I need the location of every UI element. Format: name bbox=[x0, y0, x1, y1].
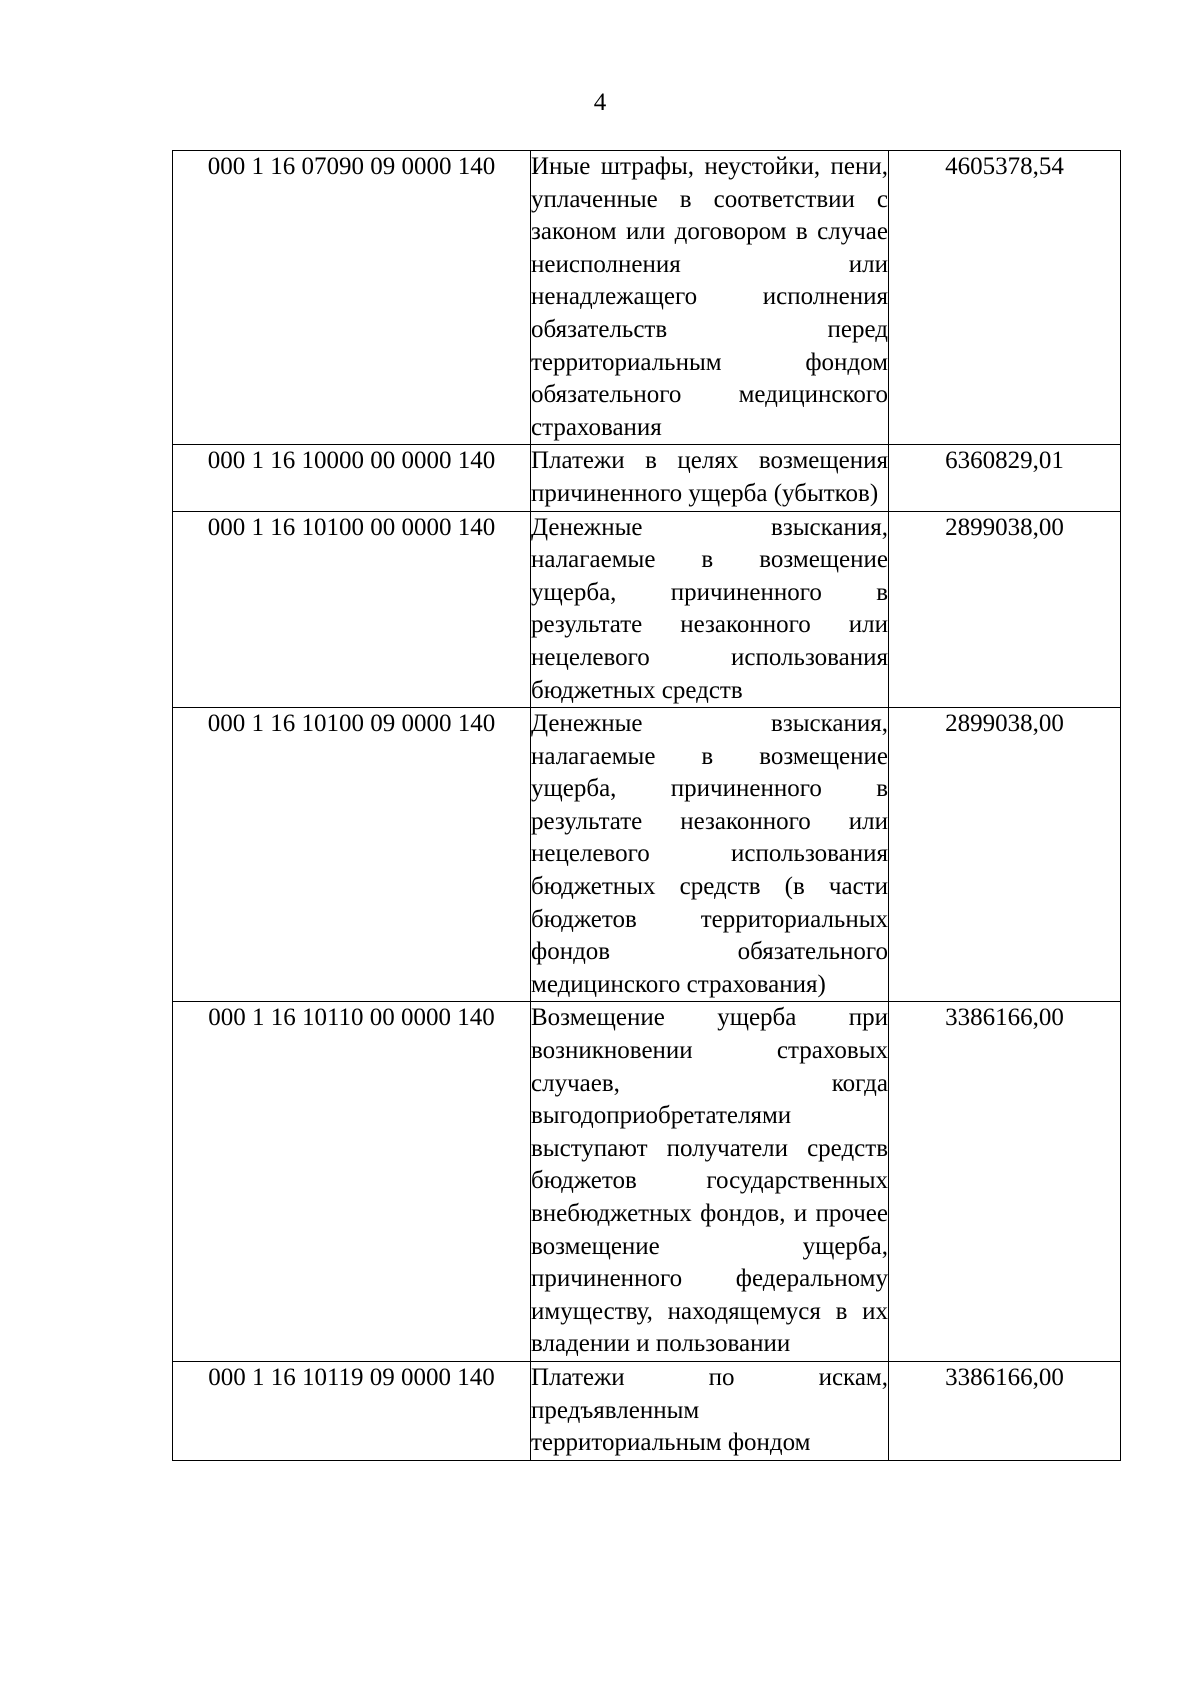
row-description: Платежи по искам, предъявленным территориальным фондом bbox=[531, 1363, 888, 1457]
revenue-table bbox=[172, 150, 1121, 1461]
row-code: 000 1 16 10110 00 0000 140 bbox=[173, 1002, 531, 1362]
row-amount: 3386166,00 bbox=[889, 1002, 1121, 1362]
row-description: Платежи в целях возмещения причиненного ущерба (убытков) bbox=[531, 445, 889, 511]
row-code: 000 1 16 07090 09 0000 140 bbox=[173, 151, 531, 445]
row-code: 000 1 16 10100 09 0000 140 bbox=[173, 708, 531, 1002]
table-row bbox=[173, 511, 1121, 708]
table-row bbox=[173, 1361, 1121, 1460]
row-amount: 4605378,54 bbox=[889, 151, 1121, 445]
table-row bbox=[173, 445, 1121, 511]
row-amount: 3386166,00 bbox=[889, 1361, 1121, 1460]
row-description: Денежные взыскания, налагаемые в возмещение ущерба, причиненного в результате незаконного или нецелевого использования бюджетных средств bbox=[531, 511, 889, 708]
row-code: 000 1 16 10000 00 0000 140 bbox=[173, 445, 531, 511]
row-description: Возмещение ущерба при возникновении страховых случаев, когда выгодоприобретателями выступают получатели средств бюджетов государственных внебюджетных фондов, и прочее возмещение ущерба, причиненного федеральному имуществу, находящемуся в их владении и пользовании bbox=[531, 1002, 889, 1362]
row-amount: 2899038,00 bbox=[889, 511, 1121, 708]
page-number: 4 bbox=[593, 89, 607, 116]
row-description-cell bbox=[531, 1361, 889, 1460]
row-code: 000 1 16 10119 09 0000 140 bbox=[173, 1361, 531, 1460]
row-code: 000 1 16 10100 00 0000 140 bbox=[173, 511, 531, 708]
table-row bbox=[173, 708, 1121, 1002]
row-amount: 2899038,00 bbox=[889, 708, 1121, 1002]
table-row bbox=[173, 1002, 1121, 1362]
row-description: Денежные взыскания, налагаемые в возмещение ущерба, причиненного в результате незаконного или нецелевого использования бюджетных средств (в части бюджетов территориальных фондов обязательного медицинского страхования) bbox=[531, 708, 889, 1002]
table-row bbox=[173, 151, 1121, 445]
row-amount: 6360829,01 bbox=[889, 445, 1121, 511]
row-description: Иные штрафы, неустойки, пени, уплаченные в соответствии с законом или договором в случае неисполнения или ненадлежащего исполнения обязательств перед территориальным фондом обязательного медицинского страхования bbox=[531, 151, 889, 445]
